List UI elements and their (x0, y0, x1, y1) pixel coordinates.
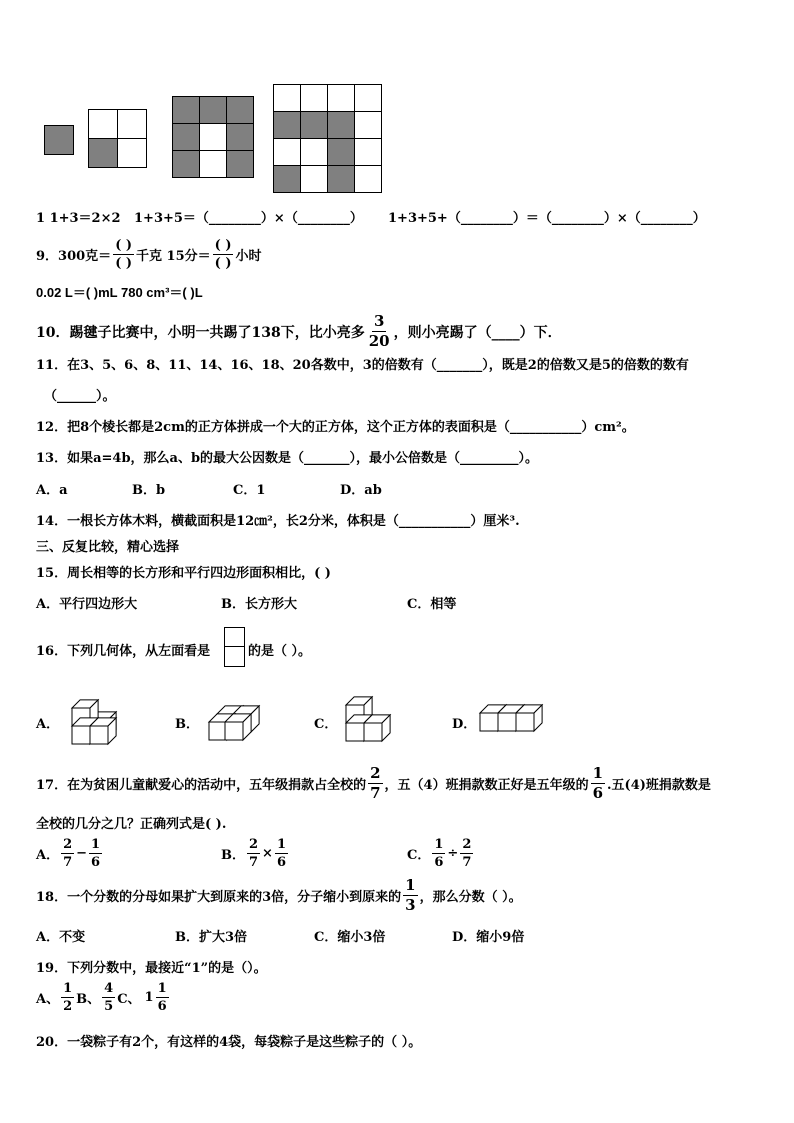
q10-pre: 10．踢毽子比赛中，小明一共踢了138下，比小亮多 (36, 324, 365, 341)
q15-option-c: C．相等 (407, 597, 457, 612)
q9-blank-3: ( ) (214, 238, 232, 253)
q17-c-d2: 7 (462, 855, 472, 870)
q18-option-d: D．缩小9倍 (452, 930, 525, 945)
grid-cell-empty (118, 110, 146, 138)
q17-option-a (36, 838, 104, 869)
q17-b-n2: 1 (276, 837, 286, 852)
q17-post: .五(4)班捐款数是 (607, 778, 711, 793)
cube-face (346, 723, 364, 741)
grid-cell-empty (355, 85, 381, 111)
q19-options (36, 982, 171, 1013)
q9 (36, 239, 261, 270)
q17-pre: 17．在为贫困儿童献爱心的活动中，五年级捐款占全校的 (36, 778, 367, 793)
q11-line-1: 11．在3、5、6、8、11、14、16、18、20各数中，3的倍数有（_______），既是2的倍数又是5的倍数的数有 (36, 358, 689, 373)
q13-option-a: A．a (36, 483, 68, 498)
cube-face (480, 713, 498, 731)
q8-line-b: 1+3+5＝（________）×（________） (134, 211, 363, 226)
q18-option-b: B．扩大3倍 (175, 930, 248, 945)
solid-figure-d (480, 705, 546, 735)
q18-option-a: A．不变 (36, 930, 86, 945)
q17-c-d1: 6 (434, 855, 444, 870)
dot-grid-1 (44, 125, 74, 155)
cube-face (90, 726, 108, 744)
grid-cell-empty (118, 139, 146, 167)
q17-d1: 7 (370, 784, 381, 802)
q17-c-op: ÷ (447, 846, 459, 861)
q10-post: ，则小亮踢了（____）下． (393, 324, 562, 341)
left-view-figure (224, 627, 245, 667)
grid-cell-filled (274, 112, 300, 138)
q17-a-n2: 1 (91, 837, 101, 852)
q17-b-n1: 2 (249, 837, 259, 852)
q17-line-2: 全校的几分之几？正确列式是( ). (36, 817, 227, 832)
grid-cell-filled (301, 112, 327, 138)
q19-c-label: C、 (117, 992, 141, 1007)
q17-b-label: B． (221, 848, 245, 863)
cube-face (72, 726, 90, 744)
q10-den: 20 (368, 332, 390, 350)
q18-pre: 18．一个分数的分母如果扩大到原来的3倍，分子缩小到原来的 (36, 890, 402, 905)
q13-option-c: C．1 (233, 483, 266, 498)
q18-post: ，那么分数（ ）。 (419, 890, 522, 905)
q15-option-a: A．平行四边形大 (36, 597, 138, 612)
q17-b-op: × (262, 846, 273, 861)
q17-d2: 6 (592, 784, 604, 802)
q9b: 0.02 L＝( )mL 780 cm³＝( )L (36, 285, 203, 300)
q19-stem: 19．下列分数中，最接近“1”的是（）。 (36, 961, 267, 976)
q18-den: 3 (405, 896, 416, 914)
grid-cell-filled (328, 166, 354, 192)
solid-figure-a (68, 692, 124, 748)
q17-a-label: A． (36, 848, 60, 863)
grid-cell-filled (328, 139, 354, 165)
q17-a-d2: 6 (91, 855, 101, 870)
grid-cell-empty (355, 166, 381, 192)
grid-cell-filled (227, 151, 253, 177)
cube-face (498, 713, 516, 731)
q17-option-c (407, 838, 475, 869)
q13-stem: 13．如果a=4b，那么a、b的最大公因数是（_______），最小公倍数是（_________）。 (36, 451, 539, 466)
grid-cell-filled (173, 151, 199, 177)
q17-a-d1: 7 (63, 855, 73, 870)
q18-option-c: C．缩小3倍 (314, 930, 386, 945)
dot-grid-2 (88, 109, 147, 168)
grid-cell-empty (200, 151, 226, 177)
grid-cell-empty (355, 112, 381, 138)
q17-c-n2: 2 (462, 837, 472, 852)
q17-mid: ，五（4）班捐款数正好是五年级的 (384, 778, 589, 793)
q19-a-den: 2 (63, 999, 73, 1014)
q19-a-num: 1 (63, 981, 73, 996)
q9-mid: 千克 15分＝ (136, 249, 211, 264)
dot-grid-4 (273, 84, 382, 193)
q16-post: 的是（ ）。 (248, 644, 312, 659)
q17-n2: 1 (592, 764, 604, 782)
q17-option-b (221, 838, 290, 869)
grid-cell-empty (274, 85, 300, 111)
grid-cell-empty (301, 85, 327, 111)
q18-stem (36, 878, 522, 913)
grid-cell-filled (200, 97, 226, 123)
grid-cell-filled (173, 97, 199, 123)
q16-pre: 16．下列几何体，从左面看是 (36, 644, 211, 659)
q13-option-b: B．b (132, 483, 166, 498)
grid-cell-empty (301, 166, 327, 192)
cube-face (225, 722, 243, 740)
grid-cell-filled (328, 112, 354, 138)
grid-cell-empty (328, 85, 354, 111)
grid-cell-filled (89, 139, 117, 167)
cube-face (364, 723, 382, 741)
solid-figure-c (344, 697, 394, 747)
grid-cell-filled (227, 124, 253, 150)
cube-face (209, 722, 227, 740)
q15-option-b: B．长方形大 (221, 597, 297, 612)
grid-cell-empty (89, 110, 117, 138)
section-3-title: 三、反复比较，精心选择 (36, 540, 180, 555)
q19-c-num: 1 (157, 981, 167, 996)
q19-c-den: 6 (157, 999, 167, 1014)
grid-cell-filled (274, 166, 300, 192)
q17-c-n1: 1 (434, 837, 444, 852)
q17-b-d2: 6 (276, 855, 286, 870)
q16-option-d: D． (452, 717, 477, 732)
cube-face (516, 713, 534, 731)
q17-a-n1: 2 (63, 837, 73, 852)
q17-c-label: C． (407, 848, 431, 863)
grid-cell-empty (301, 139, 327, 165)
q17-a-op: − (76, 846, 88, 861)
q16-option-b: B． (175, 717, 199, 732)
q19-b-den: 5 (104, 999, 114, 1014)
q9-blank-1: ( ) (115, 238, 133, 253)
q16-option-a: A． (36, 717, 60, 732)
q19-b-num: 4 (104, 981, 114, 996)
grid-cell-empty (274, 139, 300, 165)
q10 (36, 314, 562, 349)
q12: 12．把8个棱长都是2cm的正方体拼成一个大的正方体，这个正方体的表面积是（___________）cm²。 (36, 420, 635, 435)
q18-num: 1 (405, 876, 416, 894)
q9-tail: 小时 (235, 249, 262, 264)
q11-line-2: （______）。 (44, 389, 116, 404)
q20: 20．一袋粽子有2个，有这样的4袋，每袋粽子是这些粽子的（ ）。 (36, 1035, 422, 1050)
q13-option-d: D．ab (340, 483, 382, 498)
q10-num: 3 (373, 312, 385, 330)
grid-cell-filled (173, 124, 199, 150)
q8-line-c: 1+3+5+（________）＝（________）×（________） (388, 211, 706, 226)
q8-line-a: 1 1+3＝2×2 (36, 211, 121, 226)
grid-cell-filled (45, 126, 73, 154)
q9-blank-2: ( ) (115, 256, 133, 271)
dot-grid-3 (172, 96, 254, 178)
solid-figure-b (207, 700, 257, 745)
q16-option-c: C． (314, 717, 338, 732)
q19-b-label: B、 (76, 992, 101, 1007)
q15-stem: 15．周长相等的长方形和平行四边形面积相比，( ) (36, 566, 331, 581)
q14: 14．一根长方体木料，横截面积是12㎝²，长2分米，体积是（___________）厘米³. (36, 514, 520, 529)
q17-n1: 2 (370, 764, 381, 782)
q17-b-d1: 7 (249, 855, 259, 870)
q17-line-1 (36, 766, 711, 801)
q9-blank-4: ( ) (214, 256, 232, 271)
q19-a-label: A、 (36, 992, 60, 1007)
q19-c-whole: 1 (144, 990, 154, 1005)
grid-cell-empty (200, 124, 226, 150)
grid-cell-filled (227, 97, 253, 123)
grid-cell-empty (355, 139, 381, 165)
q9-lead: 9．300克＝ (36, 249, 112, 264)
